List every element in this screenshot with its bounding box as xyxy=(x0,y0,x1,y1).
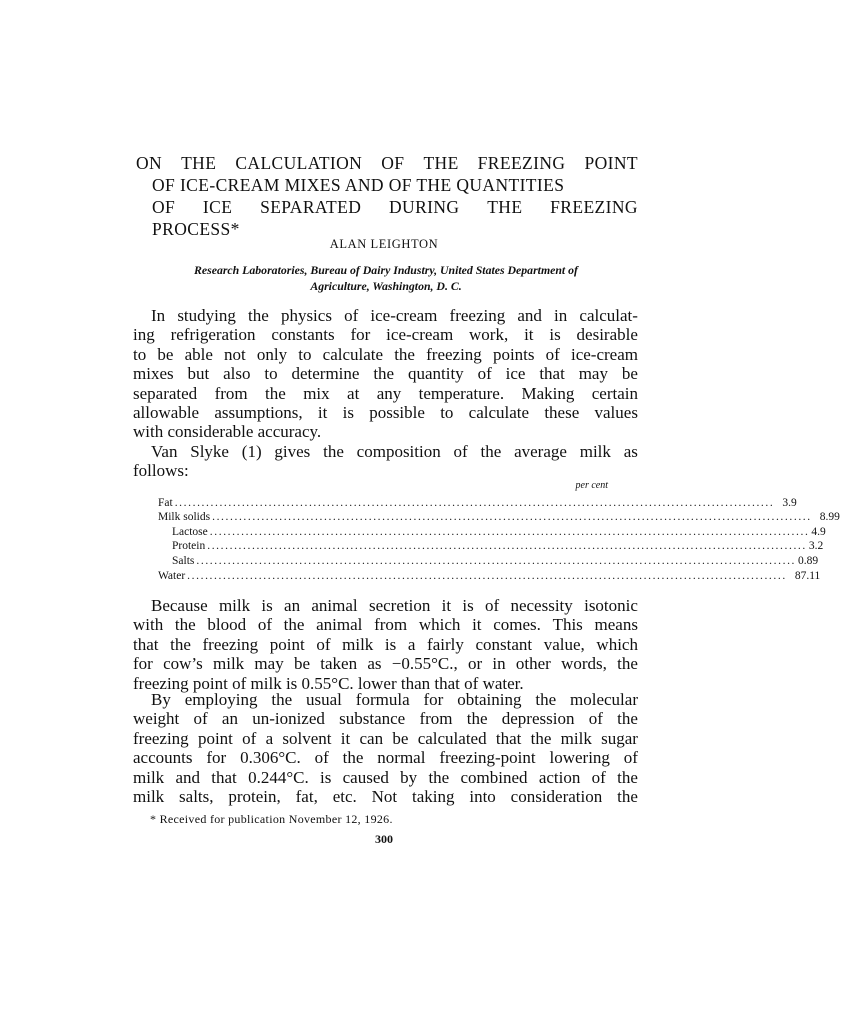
row-value: 8.99 xyxy=(819,511,840,524)
word: of xyxy=(314,748,329,768)
title-word: ON xyxy=(136,153,163,173)
affiliation-line: Agriculture, Washington, D. C. xyxy=(310,279,462,293)
leader-dots: ...................................................................................................................................... xyxy=(207,540,807,553)
title-word: THE xyxy=(423,153,459,173)
word: milk xyxy=(133,767,165,787)
word: isotonic xyxy=(584,596,638,615)
word: also xyxy=(223,364,251,384)
title-word: THE xyxy=(181,153,217,173)
word: accounts xyxy=(133,748,193,768)
word: fat, xyxy=(295,787,318,807)
text-line xyxy=(133,729,638,748)
word: is xyxy=(319,767,332,787)
text-line xyxy=(133,403,638,422)
word: This xyxy=(552,615,583,635)
text-line xyxy=(133,384,638,403)
word: that xyxy=(133,634,159,654)
word: constant xyxy=(475,634,533,654)
paragraph-formula xyxy=(133,690,638,806)
word: these xyxy=(544,403,580,423)
affiliation-line: Research Laboratories, Bureau of Dairy Industry, United States Department of xyxy=(194,263,578,277)
word: is xyxy=(549,325,561,345)
word: 0.244°C. xyxy=(248,767,309,787)
word: formula xyxy=(355,690,410,709)
word: blood xyxy=(207,615,247,635)
word: be xyxy=(293,654,310,674)
word: to xyxy=(133,344,147,364)
word: for xyxy=(206,748,227,768)
text-line xyxy=(133,654,638,673)
word: the xyxy=(480,442,502,461)
title-word: ICE xyxy=(202,197,233,217)
word: substance xyxy=(339,709,406,729)
word: physics xyxy=(280,306,332,325)
word: necessity xyxy=(510,596,573,615)
word: that xyxy=(211,767,237,787)
table-row xyxy=(158,538,824,553)
word: calculate xyxy=(468,403,530,423)
unit-header: per cent xyxy=(575,480,608,491)
word: it xyxy=(317,403,328,423)
word: milk xyxy=(213,654,245,674)
paragraph-composition-intro xyxy=(133,442,638,481)
word: certain xyxy=(591,383,638,403)
word: work, xyxy=(469,325,509,345)
word: possible xyxy=(369,403,425,423)
word: the xyxy=(248,306,269,325)
word: −0.55°C., xyxy=(391,654,458,674)
word: employing xyxy=(184,690,258,709)
word: which xyxy=(596,634,638,654)
word: Because xyxy=(151,596,208,615)
word: fairly xyxy=(427,634,464,654)
word: calculat- xyxy=(579,306,638,325)
paragraph-intro xyxy=(133,306,638,442)
word: desirable xyxy=(576,325,638,345)
word: weight xyxy=(133,709,180,729)
word: freezing xyxy=(133,728,189,748)
title-word: OF xyxy=(381,153,405,173)
word: it xyxy=(472,615,482,635)
author-name: ALAN LEIGHTON xyxy=(329,237,439,251)
word: depression xyxy=(501,709,575,729)
table-row xyxy=(158,494,797,509)
word: the xyxy=(323,442,344,461)
word: point xyxy=(197,728,233,748)
word: to xyxy=(264,364,278,384)
word: in xyxy=(554,306,568,325)
text-line: follows: xyxy=(133,461,189,481)
word: salts, xyxy=(179,787,214,807)
word: Not xyxy=(371,787,398,807)
row-label: Water xyxy=(158,569,186,582)
word: from xyxy=(374,615,408,635)
word: value, xyxy=(543,634,585,654)
page-number: 300 xyxy=(375,832,393,846)
word: the xyxy=(373,364,395,384)
word: the xyxy=(617,787,638,807)
word: calculated xyxy=(417,728,487,748)
leader-dots: ...................................................................................................................................... xyxy=(187,569,787,582)
word: and xyxy=(517,306,542,325)
table-row xyxy=(158,567,821,582)
leader-dots: ...................................................................................................................................... xyxy=(209,525,810,538)
word: quantity xyxy=(407,364,464,384)
text-line xyxy=(133,709,638,728)
word: from xyxy=(214,383,248,403)
word: it xyxy=(441,596,452,615)
word: points xyxy=(492,344,535,364)
word: the xyxy=(170,634,191,654)
word: of xyxy=(591,767,606,787)
text-line xyxy=(133,787,638,806)
word: ice xyxy=(505,364,526,384)
word: of xyxy=(623,748,638,768)
word: a xyxy=(407,634,416,654)
word: able xyxy=(184,344,213,364)
title-line-4: PROCESS* xyxy=(152,219,240,239)
word: separated xyxy=(133,383,198,403)
word: is xyxy=(261,596,273,615)
word: can xyxy=(359,728,384,748)
word: refrigeration xyxy=(170,325,256,345)
article-title xyxy=(136,152,638,240)
title-word: FREEZING xyxy=(477,153,566,173)
word: comes. xyxy=(493,615,541,635)
text-line xyxy=(133,345,638,364)
word: to xyxy=(440,403,454,423)
word: values xyxy=(594,403,638,423)
word: that xyxy=(539,364,565,384)
word: it xyxy=(524,325,534,345)
word: with xyxy=(133,615,164,635)
word: taking xyxy=(411,787,455,807)
leader-dots: ...................................................................................................................................... xyxy=(174,496,775,509)
leader-dots: ...................................................................................................................................... xyxy=(196,554,797,567)
word: of xyxy=(242,728,257,748)
word: may xyxy=(254,654,284,674)
row-label: Fat xyxy=(158,496,173,509)
word: composition xyxy=(356,442,441,461)
word: only xyxy=(256,344,288,364)
word: the xyxy=(617,654,638,674)
word: assumptions, xyxy=(214,403,303,423)
text-line xyxy=(133,306,638,325)
table-row xyxy=(158,552,819,567)
table-row xyxy=(158,523,826,538)
word: point xyxy=(269,634,305,654)
word: but xyxy=(187,364,210,384)
word: of xyxy=(453,442,468,461)
word: the xyxy=(535,690,557,709)
word: as xyxy=(623,442,638,461)
word: action xyxy=(538,767,581,787)
word: that xyxy=(495,728,522,748)
word: normal xyxy=(377,748,426,768)
word: the xyxy=(342,748,364,768)
word: In xyxy=(151,306,166,325)
word: taken xyxy=(320,654,358,674)
footnote: * Received for publication November 12, 1926. xyxy=(150,812,393,826)
title-word: POINT xyxy=(584,153,638,173)
word: usual xyxy=(306,690,342,709)
word: the xyxy=(617,767,638,787)
word: mix xyxy=(303,383,330,403)
word: cow’s xyxy=(163,654,203,674)
word: milk xyxy=(579,442,611,461)
word: be xyxy=(621,364,638,384)
row-value: 0.89 xyxy=(798,554,819,567)
word: which xyxy=(418,615,461,635)
text-line xyxy=(133,364,638,383)
word: mixes xyxy=(133,364,174,384)
word: animal xyxy=(316,615,363,635)
word: Making xyxy=(521,383,575,403)
word: of xyxy=(316,634,331,654)
title-word: CALCULATION xyxy=(235,153,363,173)
word: it xyxy=(340,728,351,748)
row-label: Lactose xyxy=(172,525,208,538)
word: ing xyxy=(133,325,155,345)
word: may xyxy=(578,364,608,384)
word: average xyxy=(514,442,567,461)
text-line xyxy=(133,748,638,767)
title-line-3 xyxy=(136,196,638,218)
word: the xyxy=(617,709,638,729)
paragraph-isotonic xyxy=(133,596,638,693)
word: Slyke xyxy=(190,442,229,461)
word: or xyxy=(467,654,483,674)
word: of xyxy=(588,709,603,729)
word: the xyxy=(271,690,293,709)
word: an xyxy=(221,709,238,729)
title-word: SEPARATED xyxy=(260,197,362,217)
text-line xyxy=(133,442,638,461)
word: studying xyxy=(177,306,236,325)
word: Van xyxy=(151,442,178,461)
word: gives xyxy=(274,442,311,461)
text-line xyxy=(133,325,638,344)
word: determine xyxy=(291,364,360,384)
title-word: DURING xyxy=(389,197,460,217)
title-word: FREEZING xyxy=(550,197,638,217)
word: and xyxy=(175,767,200,787)
word: be xyxy=(157,344,174,364)
word: freezing xyxy=(202,634,259,654)
word: a xyxy=(265,728,274,748)
word: into xyxy=(469,787,496,807)
word: milk xyxy=(218,596,251,615)
text-line: freezing point of milk is 0.55°C. lower than that of water. xyxy=(133,673,524,693)
word: ice-cream xyxy=(370,306,438,325)
text-line xyxy=(133,596,638,615)
word: consideration xyxy=(510,787,603,807)
word: milk xyxy=(133,787,165,807)
word: an xyxy=(284,596,301,615)
text-line xyxy=(133,768,638,787)
text-line xyxy=(133,690,638,709)
word: the xyxy=(466,709,488,729)
row-value: 3.2 xyxy=(808,540,824,553)
word: of xyxy=(485,596,500,615)
word: other xyxy=(515,654,551,674)
word: molecular xyxy=(570,690,638,709)
word: solvent xyxy=(282,728,332,748)
word: obtaining xyxy=(457,690,522,709)
word: the xyxy=(530,728,552,748)
milk-composition-table xyxy=(158,480,840,582)
word: is xyxy=(342,403,354,423)
word: secretion xyxy=(368,596,431,615)
row-value: 87.11 xyxy=(794,569,821,582)
word: as xyxy=(367,654,382,674)
word: the xyxy=(394,344,415,364)
word: sugar xyxy=(601,728,638,748)
word: ice-cream xyxy=(570,344,638,364)
word: the xyxy=(428,767,450,787)
word: of xyxy=(257,615,272,635)
word: not xyxy=(224,344,246,364)
word: the xyxy=(265,383,286,403)
word: milk xyxy=(342,634,374,654)
word: is xyxy=(462,596,474,615)
title-line-1 xyxy=(136,152,638,174)
word: combined xyxy=(460,767,528,787)
word: for xyxy=(133,654,153,674)
word: protein, xyxy=(228,787,281,807)
word: the xyxy=(174,615,196,635)
word: animal xyxy=(311,596,358,615)
word: allowable xyxy=(133,403,200,423)
word: freezing xyxy=(426,344,482,364)
word: for xyxy=(423,690,444,709)
word: means xyxy=(594,615,638,635)
word: freezing-point xyxy=(439,748,536,768)
title-word: THE xyxy=(487,197,523,217)
word: constants xyxy=(271,325,335,345)
table-row xyxy=(158,509,840,524)
word: by xyxy=(400,767,418,787)
word: 0.306°C. xyxy=(240,748,301,768)
word: caused xyxy=(342,767,389,787)
row-label: Milk solids xyxy=(158,511,211,524)
text-line xyxy=(133,635,638,654)
word: is xyxy=(384,634,397,654)
word: of xyxy=(193,709,208,729)
word: any xyxy=(376,383,402,403)
word: be xyxy=(392,728,409,748)
word: of xyxy=(344,306,359,325)
word: (1) xyxy=(241,442,262,461)
row-value: 4.9 xyxy=(811,525,826,538)
row-label: Salts xyxy=(172,554,195,567)
word: of xyxy=(477,364,492,384)
word: to xyxy=(298,344,312,364)
word: milk xyxy=(560,728,592,748)
word: for xyxy=(350,325,371,345)
word: of xyxy=(545,344,560,364)
word: from xyxy=(419,709,453,729)
word: temperature. xyxy=(418,383,505,403)
word: calculate xyxy=(322,344,384,364)
word: un-ionized xyxy=(252,709,325,729)
row-label: Protein xyxy=(172,540,206,553)
word: By xyxy=(151,690,171,709)
word: at xyxy=(347,383,360,403)
word: the xyxy=(283,615,305,635)
title-line-2: OF ICE-CREAM MIXES AND OF THE QUANTITIES xyxy=(152,175,565,195)
title-word: OF xyxy=(152,197,176,217)
word: etc. xyxy=(332,787,357,807)
word: ice-cream xyxy=(386,325,454,345)
text-line xyxy=(133,615,638,634)
word: freezing xyxy=(449,306,506,325)
word: lowering xyxy=(549,748,610,768)
affiliation xyxy=(132,262,640,294)
word: words, xyxy=(561,654,607,674)
row-value: 3.9 xyxy=(782,496,797,509)
text-line: with considerable accuracy. xyxy=(133,422,322,442)
leader-dots: ...................................................................................................................................... xyxy=(212,511,812,524)
word: in xyxy=(492,654,506,674)
